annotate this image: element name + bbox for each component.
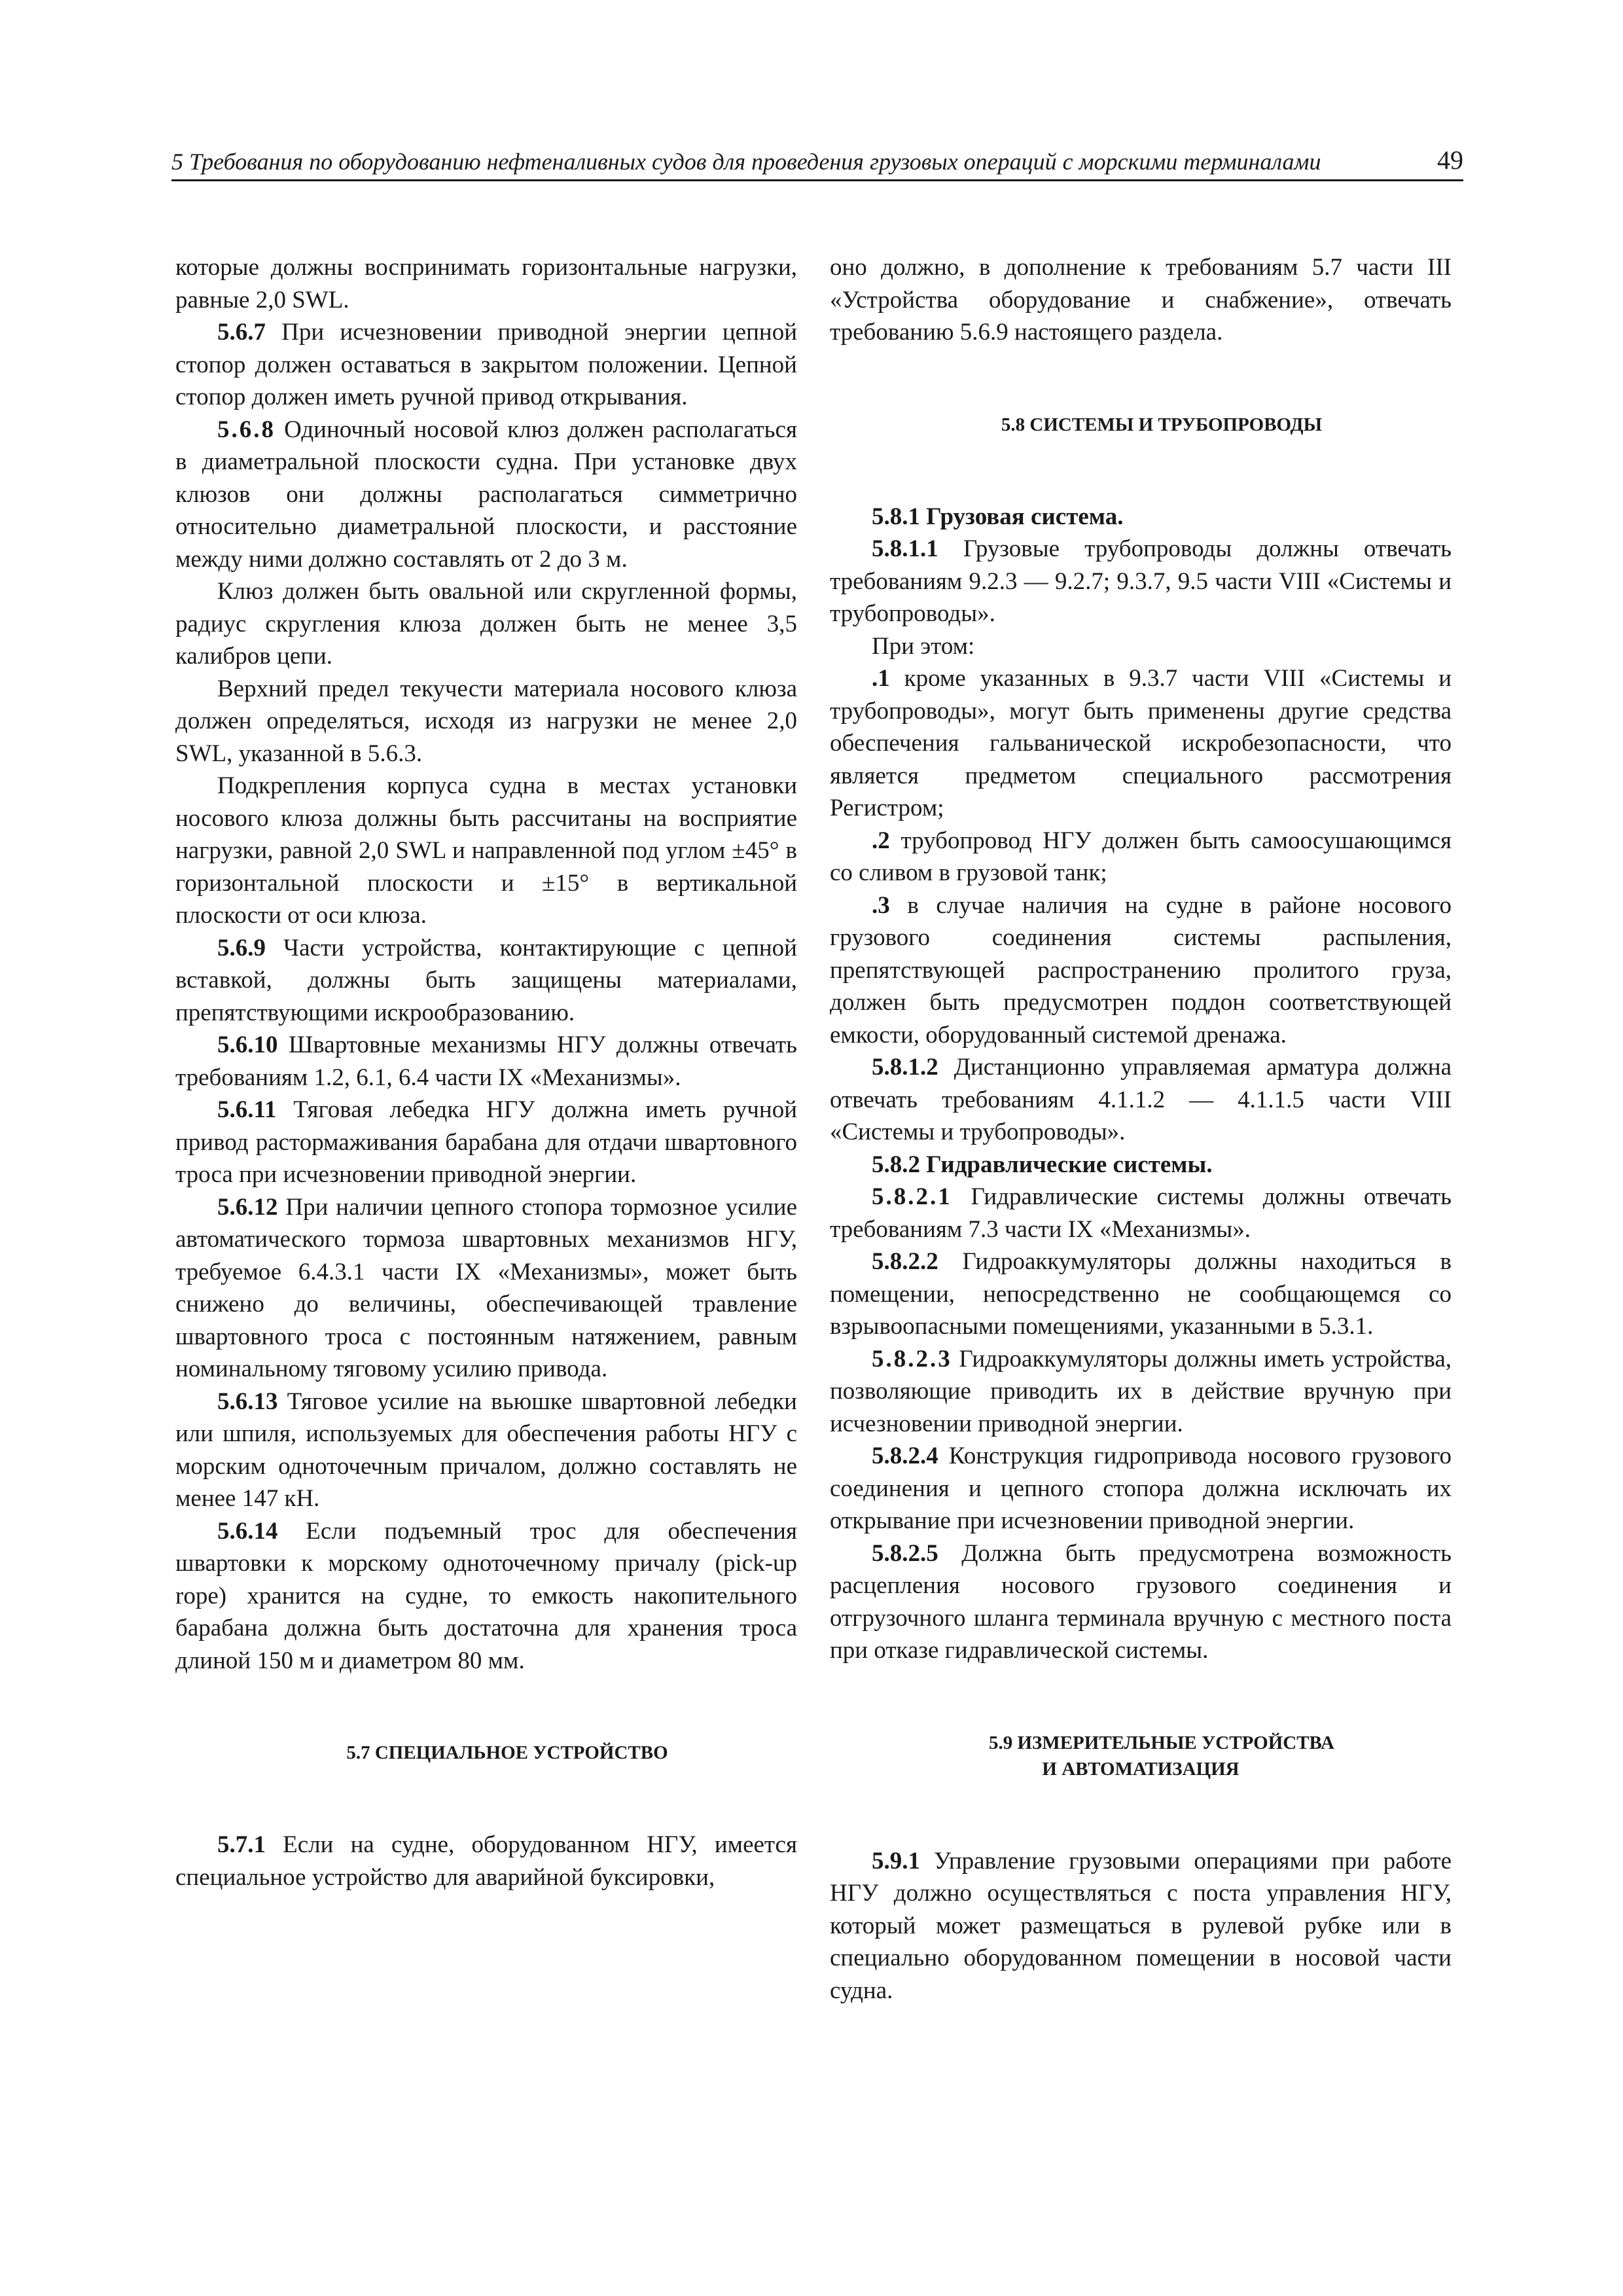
list-text: трубопровод НГУ должен быть самоосушающимся со сливом в грузовой танк;	[830, 827, 1452, 886]
clause-number: 5.6.9	[217, 934, 266, 961]
clause-number: 5.6.14	[217, 1517, 278, 1545]
clause-number: 5.8.2.5	[872, 1539, 938, 1567]
spacer	[830, 349, 1452, 412]
heading-line: 5.9 ИЗМЕРИТЕЛЬНЫЕ УСТРОЙСТВА	[988, 1732, 1335, 1753]
section-heading-5-9	[830, 1730, 1452, 1782]
clause-5-8-2-3	[830, 1343, 1452, 1441]
clause-number: 5.6.8	[217, 416, 276, 443]
subsection-title: 5.8.1 Грузовая система.	[872, 503, 1124, 530]
paragraph: Клюз должен быть овальной или скругленной формы, радиус скругления клюза должен быть не менее 3,5 калибров цепи.	[175, 578, 797, 670]
list-text: в случае наличия на судне в районе носового грузового соединения системы распыления, препятствующей распространению пролитого груза, должен быть предусмотрен поддон соответствующей емкости, оборудованный системой дренажа.	[830, 891, 1452, 1049]
clause-text: Швартовные механизмы НГУ должны отвечать требованиям 1.2, 6.1, 6.4 части IX «Механизмы».	[175, 1031, 797, 1091]
spacer	[175, 1677, 797, 1740]
clause-number: 5.8.2.3	[872, 1345, 952, 1372]
clause-5-6-8	[175, 414, 797, 576]
clause-number: 5.6.13	[217, 1388, 278, 1415]
clause-text: Если на судне, оборудованном НГУ, имеется специальное устройство для аварийной буксировки,	[175, 1831, 797, 1891]
clause-text: Гидравлические системы должны отвечать требованиям 7.3 части IX «Механизмы».	[830, 1183, 1452, 1243]
clause-5-6-10	[175, 1029, 797, 1094]
clause-5-8-2-5	[830, 1537, 1452, 1667]
list-number: .1	[872, 665, 890, 692]
clause-number: 5.7.1	[217, 1831, 266, 1858]
spacer	[830, 1782, 1452, 1845]
list-item	[830, 662, 1452, 825]
clause-number: 5.6.12	[217, 1193, 278, 1221]
section-heading-5-8: 5.8 СИСТЕМЫ И ТРУБОПРОВОДЫ	[1001, 414, 1323, 435]
running-header	[171, 139, 1463, 181]
clause-number: 5.8.2.1	[872, 1183, 952, 1210]
clause-number: 5.8.2.2	[872, 1248, 938, 1275]
clause-5-6-7	[175, 316, 797, 414]
paragraph: При этом:	[872, 632, 975, 660]
subsection-heading-5-8-2	[830, 1149, 1452, 1181]
clause-5-8-2-4	[830, 1440, 1452, 1537]
clause-5-6-9	[175, 932, 797, 1030]
clause-text: Если подъемный трос для обеспечения швартовки к морскому одноточечному причалу (pick-up rope) хранится на судне, то емкость накопительного барабана должна быть достаточна для хранения троса длиной 150 м и диаметром 80 мм.	[175, 1517, 797, 1674]
clause-5-8-1-1	[830, 533, 1452, 630]
clause-5-6-12	[175, 1191, 797, 1386]
clause-5-6-11	[175, 1094, 797, 1191]
running-header-title: 5 Требования по оборудованию нефтеналивных судов для проведения грузовых операций с морскими терминалами	[171, 149, 1321, 175]
clause-text: Гидроаккумуляторы должны находиться в помещении, непосредственно не сообщающемся со взрывоопасными помещениями, указанными в 5.3.1.	[830, 1248, 1452, 1340]
clause-number: 5.6.7	[217, 319, 266, 346]
subsection-heading-5-8-1	[830, 501, 1452, 533]
clause-5-9-1	[830, 1845, 1452, 2007]
clause-number: 5.9.1	[872, 1847, 920, 1874]
clause-text: Должна быть предусмотрена возможность расцепления носового грузового соединения и отгрузочного шланга терминала вручную с местного поста при отказе гидравлической системы.	[830, 1539, 1452, 1664]
paragraph: которые должны воспринимать горизонтальные нагрузки, равные 2,0 SWL.	[175, 254, 797, 314]
clause-5-6-14	[175, 1515, 797, 1677]
clause-text: Гидроаккумуляторы должны иметь устройства, позволяющие приводить их в действие вручную при исчезновении приводной энергии.	[830, 1345, 1452, 1437]
clause-text: Части устройства, контактирующие с цепной вставкой, должны быть защищены материалами, препятствующими искрообразованию.	[175, 934, 797, 1026]
clause-text: При исчезновении приводной энергии цепной стопор должен оставаться в закрытом положении. Цепной стопор должен иметь ручной привод открывания.	[175, 319, 797, 410]
heading-line: И АВТОМАТИЗАЦИЯ	[1042, 1758, 1240, 1780]
spacer	[175, 1766, 797, 1829]
clause-number: 5.8.1.2	[872, 1054, 938, 1081]
list-item	[830, 889, 1452, 1052]
clause-5-8-2-1	[830, 1181, 1452, 1246]
spacer	[830, 438, 1452, 501]
clause-number: 5.8.2.4	[872, 1443, 938, 1469]
list-number: .2	[872, 827, 890, 854]
paragraph: Верхний предел текучести материала носового клюза должен определяться, исходя из нагрузки не менее 2,0 SWL, указанной в 5.6.3.	[175, 675, 797, 767]
spacer	[830, 1667, 1452, 1730]
list-text: кроме указанных в 9.3.7 части VIII «Системы и трубопроводы», могут быть применены другие средства обеспечения гальванической искробезопасности, что является предметом специального рассмотрения Регистром;	[830, 665, 1452, 821]
clause-5-8-1-2	[830, 1051, 1452, 1149]
clause-text: Тяговая лебедка НГУ должна иметь ручной привод растормаживания барабана для отдачи швартовного троса при исчезновении приводной энергии.	[175, 1096, 797, 1188]
clause-5-6-13	[175, 1386, 797, 1515]
clause-number: 5.6.11	[217, 1096, 277, 1123]
clause-text: При наличии цепного стопора тормозное усилие автоматического тормоза швартовных механизмов НГУ, требуемое 6.4.3.1 части IX «Механизмы», может быть снижено до величины, обеспечивающей травление швартовного троса с постоянным натяжением, равным номинальному тяговому усилию привода.	[175, 1193, 797, 1382]
paragraph: Подкрепления корпуса судна в местах установки носового клюза должны быть рассчитаны на восприятие нагрузки, равной 2,0 SWL и направленной под углом ±45° в горизонтальной плоскости и ±15° в вертикальной плоскости от оси клюза.	[175, 772, 797, 929]
clause-number: 5.6.10	[217, 1031, 278, 1058]
right-column	[830, 251, 1452, 2007]
clause-5-8-2-2	[830, 1246, 1452, 1343]
clause-5-7-1	[175, 1829, 797, 1893]
subsection-title: 5.8.2 Гидравлические системы.	[872, 1151, 1213, 1178]
clause-text: Грузовые трубопроводы должны отвечать требованиям 9.2.3 — 9.2.7; 9.3.7, 9.5 части VIII «Системы и трубопроводы».	[830, 535, 1452, 627]
clause-text: Конструкция гидропривода носового грузового соединения и цепного стопора должна исключать их открывание при исчезновении приводной энергии.	[830, 1443, 1452, 1534]
clause-text: Одиночный носовой клюз должен располагаться в диаметральной плоскости судна. При установке двух клюзов они должны располагаться симметрично относительно диаметральной плоскости, и расстояние между ними должно составлять от 2 до 3 м.	[175, 416, 797, 573]
clause-text: Управление грузовыми операциями при работе НГУ должно осуществляться с поста управления НГУ, который может размещаться в рулевой рубке или в специально оборудованном помещении в носовой части судна.	[830, 1847, 1452, 2004]
clause-number: 5.8.1.1	[872, 535, 938, 562]
clause-text: Дистанционно управляемая арматура должна отвечать требованиям 4.1.1.2 — 4.1.1.5 части VIII «Системы и трубопроводы».	[830, 1054, 1452, 1145]
clause-text: Тяговое усилие на вьюшке швартовной лебедки или шпиля, используемых для обеспечения работы НГУ с морским одноточечным причалом, должно составлять не менее 147 кН.	[175, 1388, 797, 1512]
list-item	[830, 825, 1452, 889]
list-number: .3	[872, 891, 890, 919]
paragraph: оно должно, в дополнение к требованиям 5.7 части III «Устройства оборудование и снабжение», отвечать требованию 5.6.9 настоящего раздела.	[830, 254, 1452, 346]
page-number: 49	[1437, 145, 1463, 175]
left-column	[175, 251, 797, 1893]
section-heading-5-7: 5.7 СПЕЦИАЛЬНОЕ УСТРОЙСТВО	[346, 1742, 668, 1763]
